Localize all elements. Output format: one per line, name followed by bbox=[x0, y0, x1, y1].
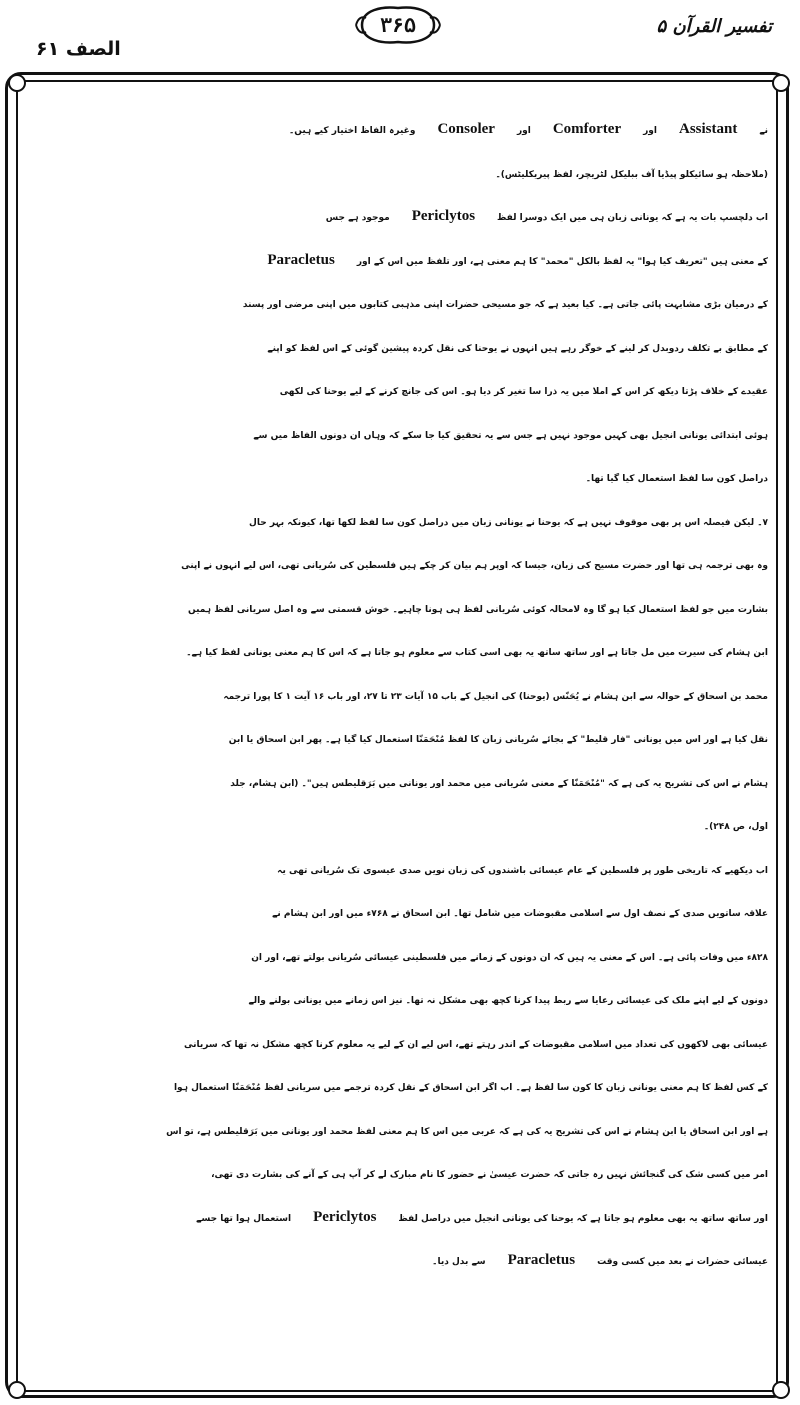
urdu-text: استعمال ہوا تھا جسے bbox=[196, 1213, 292, 1224]
latin-term: Periclytos bbox=[411, 208, 476, 224]
text-line bbox=[30, 945, 768, 989]
urdu-text: کے کس لفظ کا ہم معنی یونانی زبان کا کون سا لفظ ہے۔ اب اگر ابن اسحاق کے نقل کردہ ترجمے میں سریانی لفظ مُنْحَمَنّا استعمال ہوا bbox=[173, 1083, 768, 1093]
text-line bbox=[30, 249, 768, 293]
urdu-text: امر میں کسی شک کی گنجائش نہیں رہ جاتی کہ حضرت عیسیٰ نے حضور کا نام مبارک لے کر آپ ہی کے آنے کی بشارت دی تھی، bbox=[211, 1170, 768, 1180]
urdu-text: اور bbox=[643, 126, 657, 136]
text-line bbox=[30, 640, 768, 684]
urdu-text: عیسائی بھی لاکھوں کی تعداد میں اسلامی مقبوضات کے اندر رہتے تھے، اس لیے ان کے لیے یہ معلوم کرنا کچھ مشکل نہ تھا کہ سریانی bbox=[184, 1039, 768, 1050]
urdu-text: اب دیکھیے کہ تاریخی طور پر فلسطین کے عام عیسائی باشندوں کی زبان نویں صدی عیسوی تک سُریانی تھی یہ bbox=[277, 865, 768, 876]
text-line bbox=[30, 292, 768, 336]
text-line bbox=[30, 162, 768, 206]
text-line bbox=[30, 1249, 768, 1293]
urdu-text: ۷۔ لیکن فیصلہ اس پر بھی موقوف نہیں ہے کہ یوحنا نے یونانی زبان میں دراصل کون سا لفظ لکھا تھا، کیونکہ بہر حال bbox=[249, 517, 768, 528]
text-line bbox=[30, 988, 768, 1032]
urdu-text: وہ بھی ترجمہ ہی تھا اور حضرت مسیح کی زبان، جیسا کہ اوپر ہم بیان کر چکے ہیں فلسطین کی سُریانی تھی، اس لیے انہوں نے اپنی bbox=[181, 561, 768, 571]
text-line bbox=[30, 118, 768, 162]
urdu-text: بشارت میں جو لفظ استعمال کیا ہو گا وہ لامحالہ کوئی سُریانی لفظ ہی ہونا چاہیے۔ خوش قسمتی سے وہ اصل سریانی لفظ ہمیں bbox=[187, 604, 768, 615]
text-line bbox=[30, 1119, 768, 1163]
text-line bbox=[30, 1162, 768, 1206]
urdu-text: اب دلچسپ بات یہ ہے کہ یونانی زبان ہی میں ایک دوسرا لفظ bbox=[497, 213, 768, 223]
surah-label: الصف ۶۱ bbox=[36, 38, 121, 60]
urdu-text: عقیدے کے خلاف پڑتا دیکھ کر اس کے املا میں یہ ذرا سا تغیر کر دیا ہو۔ اس کی جانچ کرنے کے لیے یوحنا کی لکھی bbox=[279, 387, 768, 397]
text-line bbox=[30, 379, 768, 423]
urdu-text: نقل کیا ہے اور اس میں یونانی "فار قلیط" کے بجائے سُریانی زبان کا لفظ مُنْحَمَنّا استعمال کیا گیا ہے۔ پھر ابن اسحاق یا ابن bbox=[228, 735, 768, 745]
urdu-text: اور bbox=[516, 126, 531, 136]
latin-term: Paracletus bbox=[507, 1252, 576, 1268]
text-line bbox=[30, 336, 768, 380]
text-line bbox=[30, 466, 768, 510]
corner-ornament-icon bbox=[772, 74, 790, 92]
text-line bbox=[30, 205, 768, 249]
text-line bbox=[30, 901, 768, 945]
page-number: ۳۶۵ bbox=[379, 13, 417, 37]
corner-ornament-icon bbox=[772, 1381, 790, 1399]
text-line bbox=[30, 814, 768, 858]
urdu-text: ہے اور ابن اسحاق یا ابن ہشام نے اس کی تشریح یہ کی ہے کہ عربی میں اس کا ہم معنی لفظ محمد اور یونانی میں بَرَقلیطس ہے، تو اس bbox=[166, 1126, 768, 1137]
text-line bbox=[30, 510, 768, 554]
text-line bbox=[30, 1075, 768, 1119]
urdu-text: وغیرہ الفاظ اختیار کیے ہیں۔ bbox=[288, 126, 416, 136]
urdu-text: کے مطابق بے تکلف ردوبدل کر لینے کے خوگر رہے ہیں انہوں نے یوحنا کی نقل کردہ پیشین گوئی کے اس لفظ کو اپنے bbox=[267, 343, 768, 354]
text-line bbox=[30, 1206, 768, 1250]
urdu-text: عیسائی حضرات نے بعد میں کسی وقت bbox=[597, 1257, 768, 1267]
urdu-text: دونوں کے لیے اپنے ملک کی عیسائی رعایا سے ربط پیدا کرنا کچھ بھی مشکل نہ تھا۔ نیز اس زمانے میں یونانی بولنے والے bbox=[248, 996, 768, 1006]
urdu-text: نے bbox=[759, 126, 768, 136]
urdu-text: سے بدل دیا۔ bbox=[432, 1257, 486, 1267]
urdu-text: ۸۲۸ء میں وفات پائی ہے۔ اس کے معنی یہ ہیں کہ ان دونوں کے زمانے میں فلسطینی عیسائی سُریانی بولتے تھے، اور ان bbox=[251, 952, 768, 963]
latin-term: Consoler bbox=[437, 121, 495, 137]
urdu-text: محمد بن اسحاق کے حوالہ سے ابن ہشام نے یُحَنّس (یوحنا) کی انجیل کے باب ۱۵ آیات ۲۳ تا ۲۷، اور باب ۱۶ آیت ۱ کا پورا ترجمہ bbox=[223, 691, 768, 702]
text-line bbox=[30, 1032, 768, 1076]
urdu-text: (ملاحظہ ہو سائیکلو پیڈیا آف ببلیکل لٹریچر، لفظ پیریکلیٹس)۔ bbox=[495, 169, 768, 180]
page-header bbox=[0, 0, 800, 70]
urdu-text: اور ساتھ ساتھ یہ بھی معلوم ہو جاتا ہے کہ یوحنا کی یونانی انجیل میں دراصل لفظ bbox=[398, 1213, 768, 1224]
urdu-text: علاقہ ساتویں صدی کے نصف اول سے اسلامی مقبوضات میں شامل تھا۔ ابن اسحاق نے ۷۶۸ء میں اور ابن ہشام نے bbox=[272, 909, 768, 919]
text-line bbox=[30, 858, 768, 902]
corner-ornament-icon bbox=[8, 1381, 26, 1399]
text-line bbox=[30, 597, 768, 641]
urdu-text: ابن ہشام کی سیرت میں مل جاتا ہے اور ساتھ ساتھ یہ بھی اسی کتاب سے معلوم ہو جاتا ہے کہ اس کا ہم معنی یونانی لفظ کیا ہے۔ bbox=[186, 648, 768, 658]
body-text bbox=[30, 118, 768, 1293]
urdu-text: ہوئی ابتدائی یونانی انجیل بھی کہیں موجود نہیں ہے جس سے یہ تحقیق کیا جا سکے کہ وہاں ان دونوں الفاظ میں سے bbox=[253, 430, 768, 441]
latin-term: Periclytos bbox=[313, 1208, 377, 1225]
latin-term: Comforter bbox=[552, 121, 622, 137]
page-number-ornament bbox=[352, 4, 444, 46]
text-line bbox=[30, 423, 768, 467]
urdu-text: دراصل کون سا لفظ استعمال کیا گیا تھا۔ bbox=[585, 474, 768, 484]
corner-ornament-icon bbox=[8, 74, 26, 92]
text-line bbox=[30, 684, 768, 728]
text-line bbox=[30, 553, 768, 597]
urdu-text: کے معنی ہیں "تعریف کیا ہوا" یہ لفظ بالکل "محمد" کا ہم معنی ہے، اور تلفظ میں اس کے اور bbox=[356, 256, 768, 267]
urdu-text: ہشام نے اس کی تشریح یہ کی ہے کہ "مُنْحَمَنّا کے معنی سُریانی میں محمد اور یونانی میں بَرَقلیطس ہیں"۔ (ابن ہشام، جلد bbox=[230, 778, 768, 789]
urdu-text: کے درمیان بڑی مشابہت پائی جاتی ہے۔ کیا بعید ہے کہ جو مسیحی حضرات اپنی مذہبی کتابوں میں اپنی مرضی اور پسند bbox=[242, 300, 768, 310]
latin-term: Paracletus bbox=[267, 251, 335, 268]
text-line bbox=[30, 771, 768, 815]
urdu-text: موجود ہے جس bbox=[325, 213, 390, 223]
book-title: تفسیر القرآن ۵ bbox=[656, 16, 772, 37]
urdu-text: اول، ص ۲۴۸)۔ bbox=[703, 822, 768, 832]
latin-term: Assistant bbox=[678, 121, 738, 137]
text-line bbox=[30, 727, 768, 771]
